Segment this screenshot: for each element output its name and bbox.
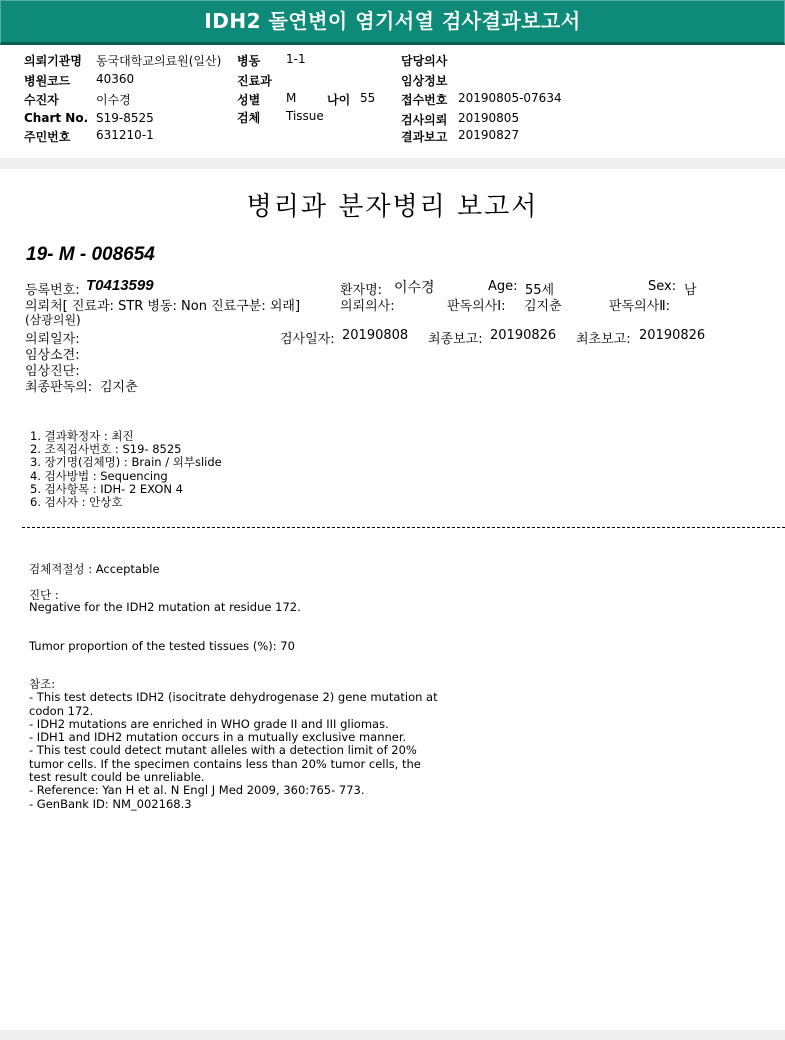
final-reader-value: 김지춘	[100, 380, 138, 395]
pname-label: 환자명:	[340, 283, 383, 298]
report-title-bar: IDH2 돌연변이 염기서열 검사결과보고서	[0, 0, 785, 45]
clinical-dx-label: 임상진단:	[25, 364, 80, 379]
note-line: codon 172.	[29, 703, 94, 718]
note-line: tumor cells. If the specimen contains less than 20% tumor cells, the	[29, 756, 421, 771]
ward-value: 1-1	[286, 52, 306, 66]
hospital-label: 의뢰기관명	[24, 54, 82, 68]
patient-value: 이수경	[96, 93, 131, 107]
reader1-value: 김지춘	[524, 299, 562, 314]
age-label: 나이	[327, 93, 351, 107]
note-line: test result could be unreliable.	[29, 770, 205, 785]
reg-label: 등록번호:	[25, 283, 80, 298]
reader1-label: 판독의사Ⅰ:	[447, 299, 506, 314]
diagnosis-text: Negative for the IDH2 mutation at residue 172.	[29, 600, 301, 614]
list-item: 5. 검사항목 : IDH- 2 EXON 4	[30, 481, 183, 496]
result-value: 20190827	[458, 128, 520, 142]
rrn-label: 주민번호	[24, 130, 71, 144]
pname-value: 이수경	[394, 280, 435, 296]
receipt-label: 접수번호	[401, 93, 448, 107]
dept-label: 진료과	[237, 74, 272, 88]
result-label: 결과보고	[401, 130, 448, 144]
age-label-report: Age:	[488, 279, 518, 294]
list-item: 6. 검사자 : 안상호	[30, 495, 123, 510]
notes-label: 참조:	[29, 677, 56, 691]
clinical-info-label: 임상정보	[401, 74, 448, 88]
hospcode-label: 병원코드	[24, 74, 71, 88]
referrer-line: 의뢰처[ 진료과: STR 병동: Non 진료구분: 외래]	[25, 299, 301, 314]
hospcode-value: 40360	[96, 72, 135, 86]
note-line: - This test could detect mutant alleles with a detection limit of 20%	[29, 743, 417, 758]
list-item: 4. 검사방법 : Sequencing	[30, 468, 168, 483]
sex-label-report: Sex:	[648, 279, 677, 294]
list-item: 2. 조직검사번호 : S19- 8525	[30, 442, 182, 457]
ref-doctor-label: 의뢰의사:	[340, 299, 395, 314]
reg-value: T0413599	[86, 277, 154, 294]
final-reader-label: 최종판독의:	[25, 380, 93, 395]
final-report-label: 최종보고:	[428, 332, 483, 347]
test-info-list	[30, 430, 222, 509]
specimen-value: Tissue	[286, 109, 324, 123]
sex-value: M	[286, 91, 297, 105]
diagnosis-label: 진단 :	[29, 588, 59, 602]
chart-label: Chart No.	[24, 111, 89, 125]
receipt-value: 20190805-07634	[458, 91, 562, 105]
adequacy-text: 검체적절성 : Acceptable	[29, 562, 160, 576]
notes-block	[29, 678, 438, 811]
note-line: - IDH2 mutations are enriched in WHO grade II and III gliomas.	[29, 716, 389, 731]
tumor-proportion: Tumor proportion of the tested tissues (%): 70	[29, 639, 295, 653]
sex-value-report: 남	[684, 283, 697, 298]
final-report-value: 20190826	[490, 328, 557, 343]
exam-date-value: 20190808	[342, 328, 409, 343]
dashed-divider	[22, 527, 785, 528]
note-line: - Reference: Yan H et al. N Engl J Med 2009, 360:765- 773.	[29, 783, 365, 798]
list-item: 3. 장기명(검체명) : Brain / 외부slide	[30, 455, 222, 470]
first-report-value: 20190826	[639, 328, 706, 343]
rrn-value: 631210-1	[96, 128, 154, 142]
case-number: 19- M - 008654	[26, 244, 155, 265]
footer-band	[0, 1030, 785, 1040]
note-line: - This test detects IDH2 (isocitrate dehydrogenase 2) gene mutation at	[29, 690, 438, 705]
request-date-label: 의뢰일자:	[25, 332, 80, 347]
first-report-label: 최초보고:	[576, 332, 631, 347]
doctor-label: 담당의사	[401, 54, 448, 68]
list-item: 1. 결과확정자 : 최진	[30, 429, 134, 443]
sex-label: 성별	[237, 93, 261, 107]
request-label: 검사의뢰	[401, 113, 448, 127]
ward-label: 병동	[237, 54, 261, 68]
exam-date-label: 검사일자:	[280, 332, 335, 347]
hospital-value: 동국대학교의료원(일산)	[96, 54, 222, 68]
age-value: 55	[360, 91, 376, 105]
patient-label: 수진자	[24, 93, 59, 107]
note-line: - GenBank ID: NM_002168.3	[29, 796, 192, 811]
header-separator	[0, 158, 785, 169]
specimen-label: 검체	[237, 111, 261, 125]
chart-value: S19-8525	[96, 111, 154, 125]
report-title: 병리과 분자병리 보고서	[246, 192, 539, 222]
referrer-sub: (삼광의원)	[25, 313, 81, 327]
note-line: - IDH1 and IDH2 mutation occurs in a mutually exclusive manner.	[29, 730, 407, 745]
request-value: 20190805	[458, 111, 520, 125]
clinical-opinion-label: 임상소견:	[25, 348, 80, 363]
age-value-report: 55세	[525, 283, 555, 298]
reader2-label: 판독의사Ⅱ:	[609, 299, 671, 314]
